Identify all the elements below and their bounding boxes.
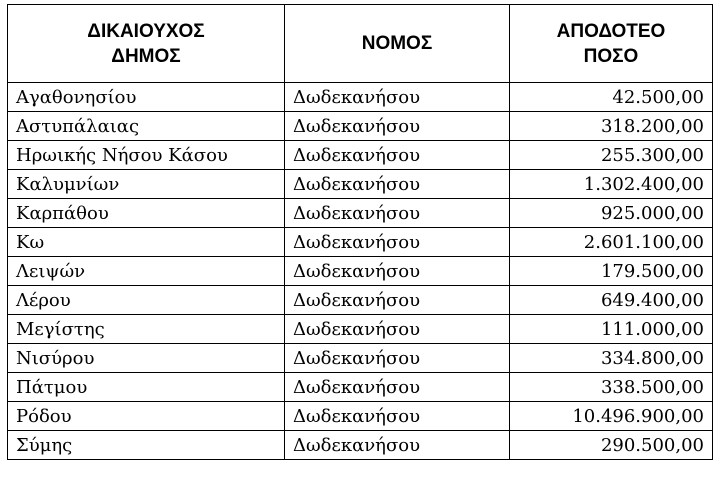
table-row	[8, 373, 713, 402]
cell-nomos: Δωδεκανήσου	[285, 141, 510, 170]
header-nomos-line-1: ΝΟΜΟΣ	[361, 33, 433, 54]
table-row	[8, 83, 713, 112]
cell-dimos: Λειψών	[8, 257, 285, 286]
header-dimos-line-2: ΔΗΜΟΣ	[111, 45, 181, 67]
table-row	[8, 431, 713, 460]
cell-poso: 338.500,00	[510, 373, 713, 402]
cell-dimos: Λέρου	[8, 286, 285, 315]
cell-nomos: Δωδεκανήσου	[285, 257, 510, 286]
table-row	[8, 228, 713, 257]
cell-dimos: Νισύρου	[8, 344, 285, 373]
cell-poso: 649.400,00	[510, 286, 713, 315]
table-row	[8, 344, 713, 373]
cell-nomos: Δωδεκανήσου	[285, 170, 510, 199]
table-row	[8, 286, 713, 315]
cell-poso: 1.302.400,00	[510, 170, 713, 199]
cell-nomos: Δωδεκανήσου	[285, 373, 510, 402]
header-nomos	[285, 5, 510, 83]
cell-poso: 10.496.900,00	[510, 402, 713, 431]
cell-dimos: Αστυπάλαιας	[8, 112, 285, 141]
header-dimos-line-1: ΔΙΚΑΙΟΥΧΟΣ	[87, 20, 205, 42]
cell-dimos: Σύμης	[8, 431, 285, 460]
cell-poso: 42.500,00	[510, 83, 713, 112]
cell-poso: 318.200,00	[510, 112, 713, 141]
header-poso-line-2: ΠΟΣΟ	[583, 45, 639, 67]
cell-nomos: Δωδεκανήσου	[285, 228, 510, 257]
cell-poso: 925.000,00	[510, 199, 713, 228]
cell-dimos: Ρόδου	[8, 402, 285, 431]
header-dimos	[8, 5, 285, 83]
header-poso	[510, 5, 713, 83]
table-row	[8, 112, 713, 141]
allocation-table	[7, 4, 713, 460]
cell-dimos: Μεγίστης	[8, 315, 285, 344]
cell-dimos: Αγαθονησίου	[8, 83, 285, 112]
cell-dimos: Ηρωικής Νήσου Κάσου	[8, 141, 285, 170]
cell-nomos: Δωδεκανήσου	[285, 286, 510, 315]
document-page	[7, 4, 712, 460]
cell-dimos: Καλυμνίων	[8, 170, 285, 199]
table-body	[8, 83, 713, 460]
cell-nomos: Δωδεκανήσου	[285, 315, 510, 344]
cell-poso: 2.601.100,00	[510, 228, 713, 257]
cell-dimos: Κω	[8, 228, 285, 257]
cell-nomos: Δωδεκανήσου	[285, 431, 510, 460]
cell-poso: 290.500,00	[510, 431, 713, 460]
cell-dimos: Πάτμου	[8, 373, 285, 402]
table-row	[8, 141, 713, 170]
table-row	[8, 170, 713, 199]
cell-nomos: Δωδεκανήσου	[285, 112, 510, 141]
table-row	[8, 257, 713, 286]
cell-nomos: Δωδεκανήσου	[285, 402, 510, 431]
table-header	[8, 5, 713, 83]
cell-nomos: Δωδεκανήσου	[285, 344, 510, 373]
table-row	[8, 199, 713, 228]
table-row	[8, 402, 713, 431]
cell-poso: 179.500,00	[510, 257, 713, 286]
cell-nomos: Δωδεκανήσου	[285, 83, 510, 112]
table-row	[8, 315, 713, 344]
cell-poso: 334.800,00	[510, 344, 713, 373]
cell-dimos: Καρπάθου	[8, 199, 285, 228]
cell-poso: 111.000,00	[510, 315, 713, 344]
cell-poso: 255.300,00	[510, 141, 713, 170]
header-row	[8, 5, 713, 83]
cell-nomos: Δωδεκανήσου	[285, 199, 510, 228]
header-poso-line-1: ΑΠΟΔΟΤΕΟ	[556, 20, 666, 42]
